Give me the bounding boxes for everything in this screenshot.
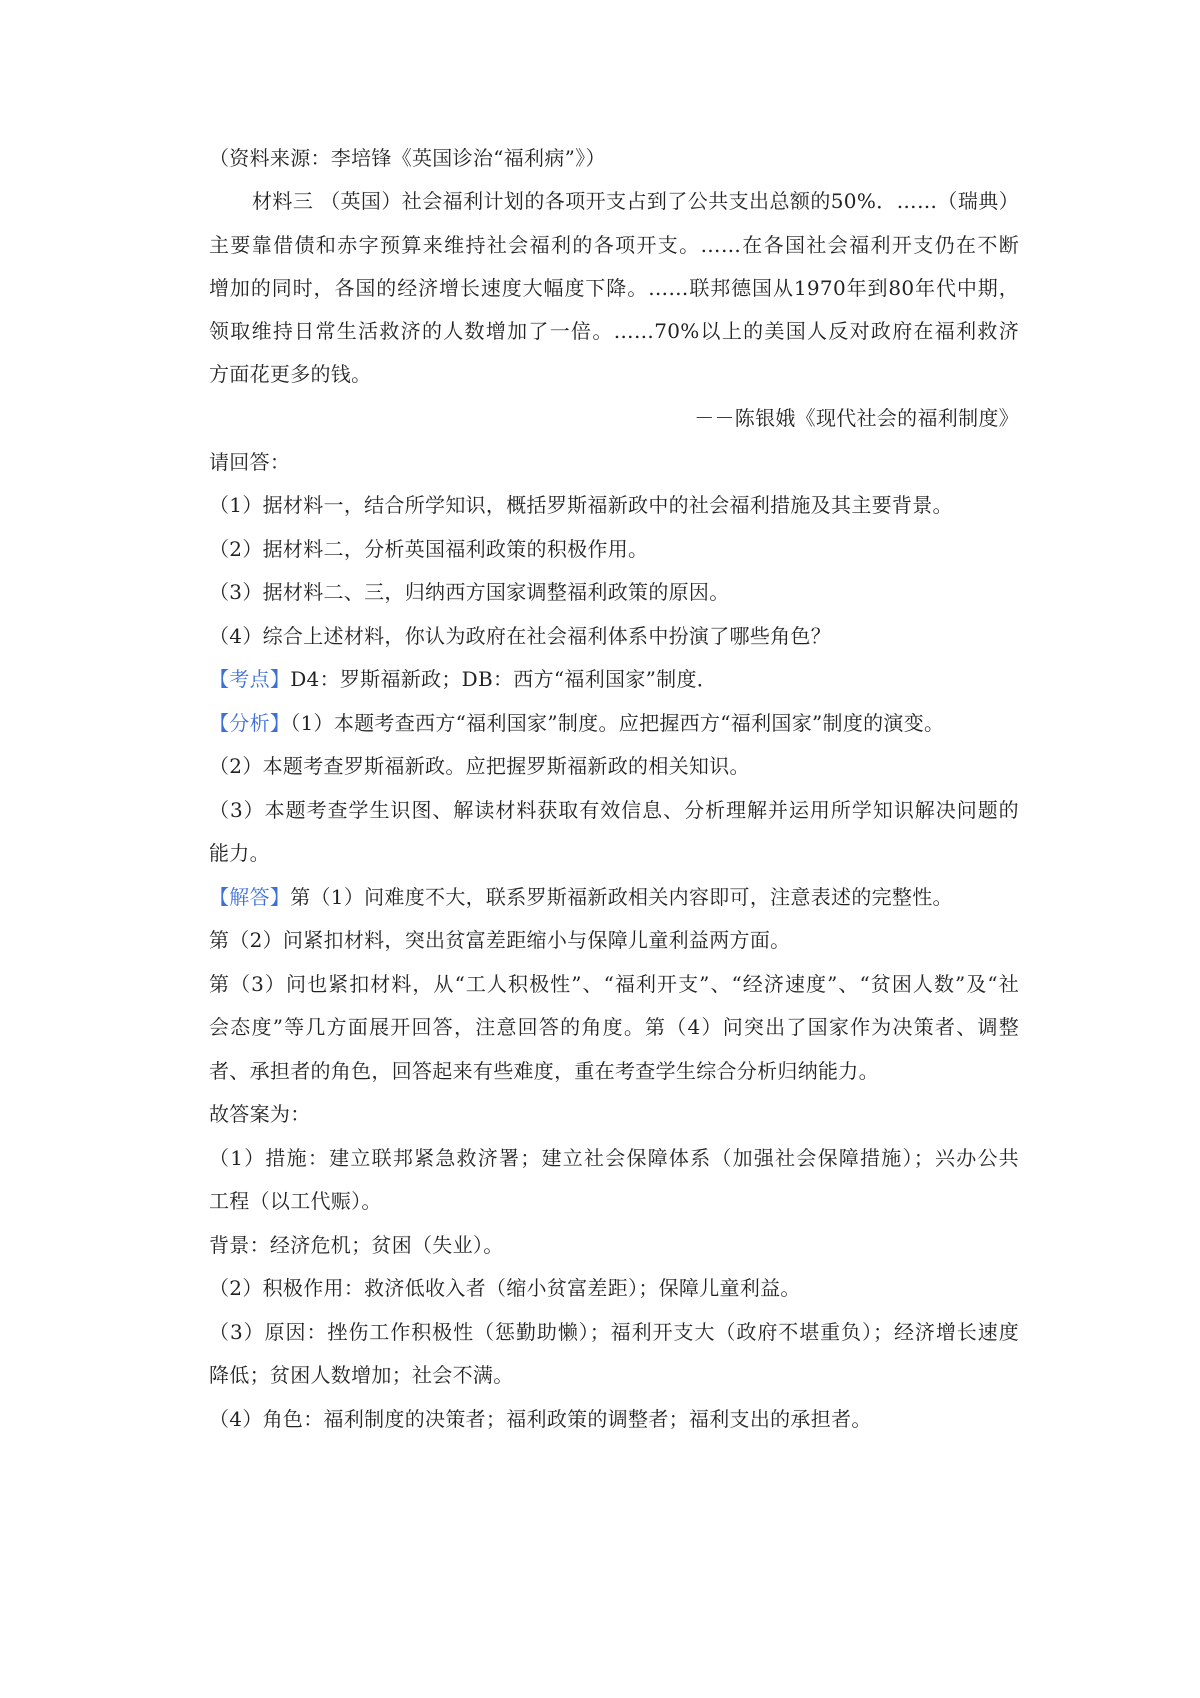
analysis-2: （2）本题考查罗斯福新政。应把握罗斯福新政的相关知识。 [209, 754, 750, 778]
answer-1-line-1: （1）措施：建立联邦紧急救济署；建立社会保障体系（加强社会保障措施）；兴办公共 [209, 1146, 1019, 1170]
question-2: （2）据材料二，分析英国福利政策的积极作用。 [209, 537, 649, 561]
material-three-line-3: 增加的同时，各国的经济增长速度大幅度下降。……联邦德国从1970年到80年代中期， [209, 276, 1019, 300]
answer-3-line-2: 降低；贫困人数增加；社会不满。 [209, 1363, 514, 1387]
question-4: （4）综合上述材料，你认为政府在社会福利体系中扮演了哪些角色？ [209, 624, 832, 648]
analysis-tag: 【分析】 [209, 711, 291, 735]
answer-1-background: 背景：经济危机；贫困（失业）。 [209, 1233, 504, 1257]
question-3: （3）据材料二、三，归纳西方国家调整福利政策的原因。 [209, 580, 730, 604]
analysis [209, 708, 1019, 738]
analysis-3-line-2: 能力。 [209, 841, 270, 865]
solution-tag: 【解答】 [209, 885, 291, 909]
answer-3-line-1: （3）原因：挫伤工作积极性（惩勤助懒）；福利开支大（政府不堪重负）；经济增长速度 [209, 1320, 1019, 1344]
solution-2: 第（2）问紧扣材料，突出贫富差距缩小与保障儿童利益两方面。 [209, 928, 791, 952]
question-prompt: 请回答： [209, 450, 291, 474]
analysis-3-line-1: （3）本题考查学生识图、解读材料获取有效信息、分析理解并运用所学知识解决问题的 [209, 798, 1019, 822]
key-point [209, 664, 1019, 694]
solution-text: 第（1）问难度不大，联系罗斯福新政相关内容即可，注意表述的完整性。 [290, 885, 953, 909]
question-1: （1）据材料一，结合所学知识，概括罗斯福新政中的社会福利措施及其主要背景。 [209, 493, 953, 517]
analysis-text: （1）本题考查西方“福利国家”制度。应把握西方“福利国家”制度的演变。 [290, 711, 945, 735]
material-three-source: －－陈银娥《现代社会的福利制度》 [694, 406, 1019, 430]
material-three-line-5: 方面花更多的钱。 [209, 362, 372, 386]
solution-3-line-2: 会态度”等几方面展开回答，注意回答的角度。第（4）问突出了国家作为决策者、调整 [209, 1015, 1019, 1039]
solution-3-line-1: 第（3）问也紧扣材料，从“工人积极性”、“福利开支”、“经济速度”、“贫困人数”及“社 [209, 972, 1019, 996]
answer-heading: 故答案为： [209, 1102, 311, 1126]
answer-4: （4）角色：福利制度的决策者；福利政策的调整者；福利支出的承担者。 [209, 1407, 872, 1431]
answer-2: （2）积极作用：救济低收入者（缩小贫富差距）；保障儿童利益。 [209, 1276, 801, 1300]
material-three-line-2: 主要靠借债和赤字预算来维持社会福利的各项开支。……在各国社会福利开支仍在不断 [209, 233, 1019, 257]
key-point-tag: 【考点】 [209, 667, 291, 691]
solution [209, 882, 1019, 912]
key-point-text: D4：罗斯福新政；DB：西方“福利国家”制度． [290, 667, 718, 691]
solution-3-line-3: 者、承担者的角色，回答起来有些难度，重在考查学生综合分析归纳能力。 [209, 1059, 879, 1083]
source-citation: （资料来源：李培锋《英国诊治“福利病”》） [209, 146, 606, 170]
answer-1-line-2: 工程（以工代赈）。 [209, 1189, 382, 1213]
material-three-line-4: 领取维持日常生活救济的人数增加了一倍。……70%以上的美国人反对政府在福利救济 [209, 319, 1019, 343]
material-three-line-1: 材料三 （英国）社会福利计划的各项开支占到了公共支出总额的50%．……（瑞典） [252, 189, 1019, 213]
